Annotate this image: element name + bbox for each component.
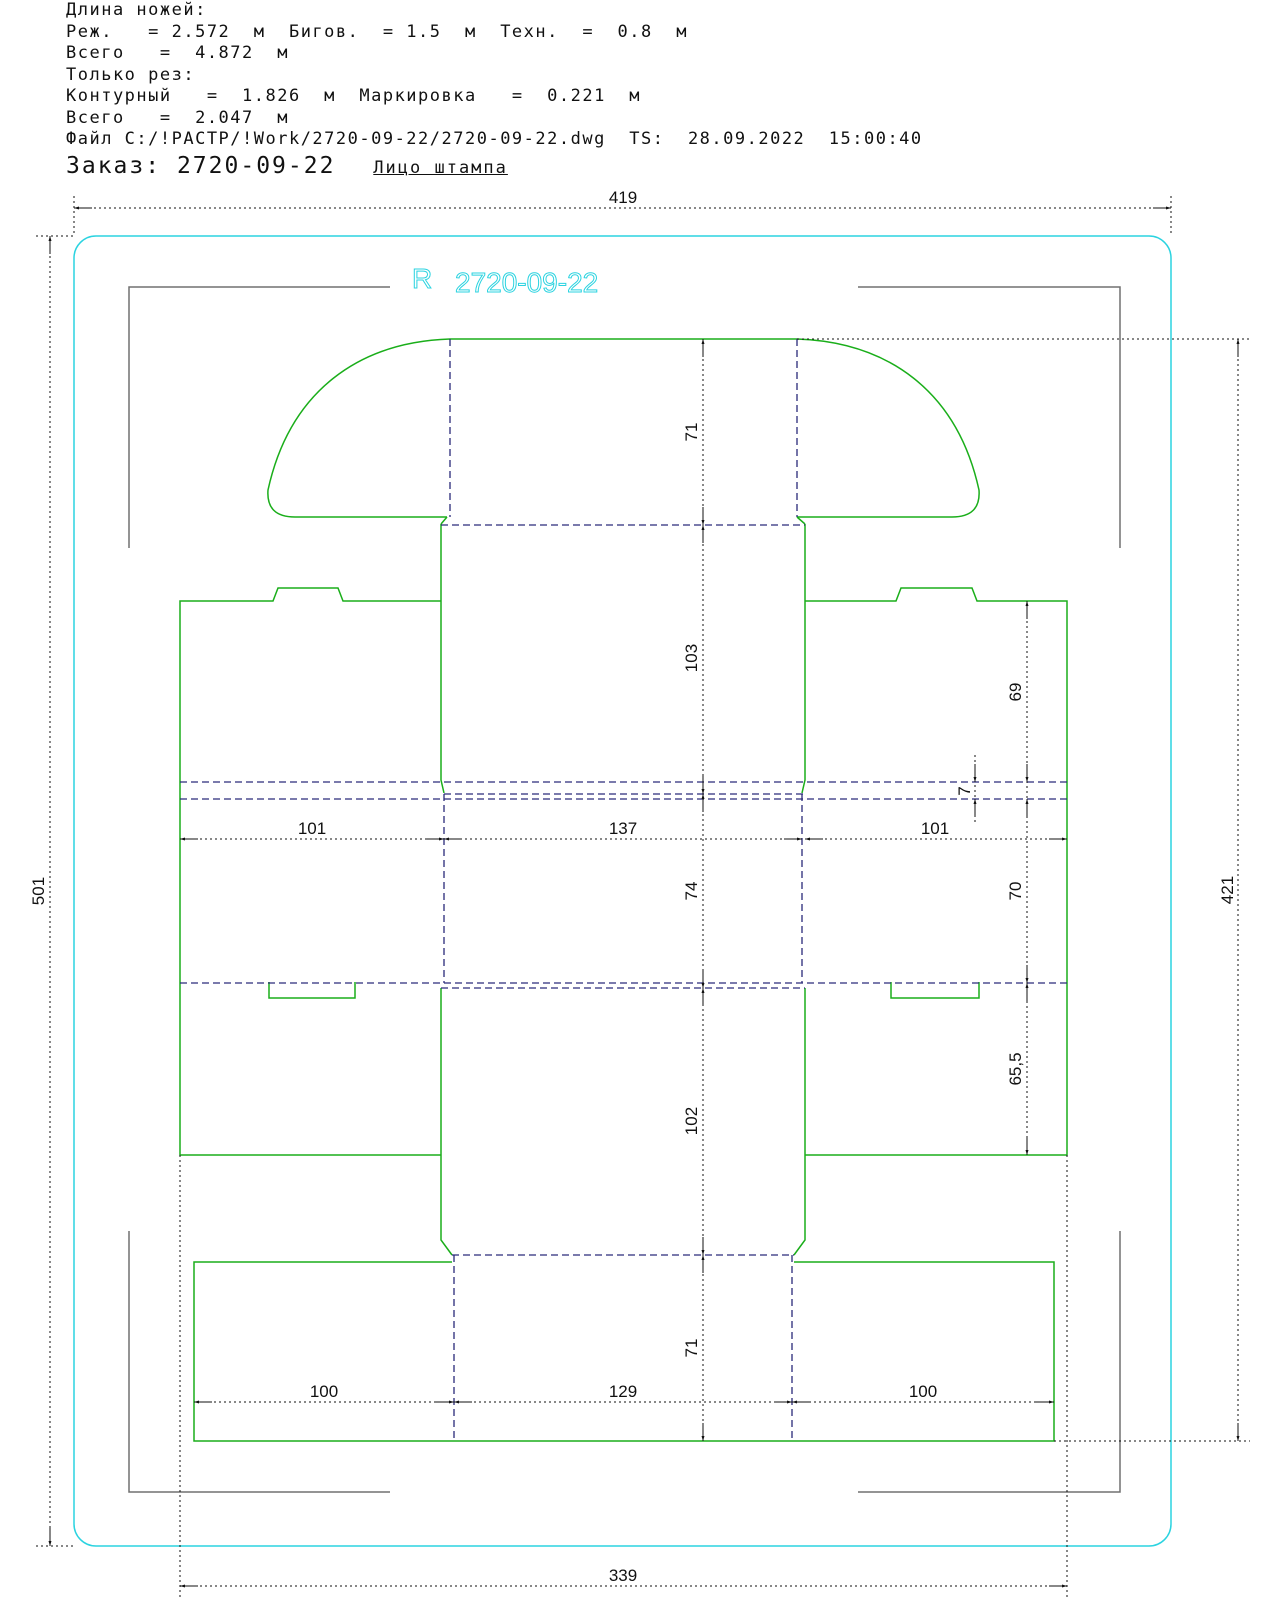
dim-panel-bottom: 102 [682, 1106, 701, 1136]
dimension-arrows [50, 208, 1238, 1586]
dim-left-height: 501 [29, 876, 48, 906]
dim-bottom-center: 129 [608, 1382, 638, 1401]
knife-length-details: Реж. = 2.572 м Бигов. = 1.5 м Техн. = 0.8 м [66, 21, 688, 42]
file-path: Файл C:/!РАСТР/!Work/2720-09-22/2720-09-22.dwg TS: 28.09.2022 15:00:40 [66, 129, 923, 149]
knife-length-total: Всего = 4.872 м [66, 43, 289, 63]
corner-frame-marks [129, 287, 1120, 1492]
dim-side-7: 7 [955, 786, 974, 796]
dim-bottom-width: 339 [608, 1566, 638, 1585]
dim-bottom-left: 100 [309, 1382, 339, 1401]
cut-lines [180, 339, 1067, 1441]
dim-right-height: 421 [1218, 875, 1237, 905]
svg-text:2720-09-22: 2720-09-22 [455, 267, 599, 298]
dim-side-69: 69 [1006, 682, 1025, 702]
cut-only-title: Только рез: [66, 64, 196, 85]
svg-text:R: R [412, 263, 433, 294]
cut-only-total: Всего = 2.047 м [66, 107, 289, 128]
dim-panel-top: 103 [682, 643, 701, 673]
dim-bottom-right: 100 [908, 1382, 938, 1401]
dim-left-width: 101 [297, 819, 327, 838]
dim-top-width: 419 [608, 188, 638, 207]
dim-center-width: 137 [608, 819, 638, 838]
dim-bottom-flap: 71 [682, 1338, 701, 1358]
cut-only-details: Контурный = 1.826 м Маркировка = 0.221 м [66, 86, 642, 106]
crease-lines [180, 339, 1067, 1441]
order-number: 2720-09-22 [176, 152, 336, 179]
dimension-lines [36, 196, 1250, 1600]
dim-side-70: 70 [1006, 881, 1025, 901]
dim-side-65-5: 65,5 [1006, 1052, 1025, 1086]
die-face-label: Лицо штампа [373, 157, 508, 178]
dim-panel-mid: 74 [682, 881, 701, 901]
plate-logo [412, 263, 598, 298]
order-label: Заказ: [66, 152, 162, 179]
dim-top-flap: 71 [682, 422, 701, 442]
dim-right-width: 101 [920, 819, 950, 838]
knife-length-title: Длина ножей: [66, 0, 207, 20]
